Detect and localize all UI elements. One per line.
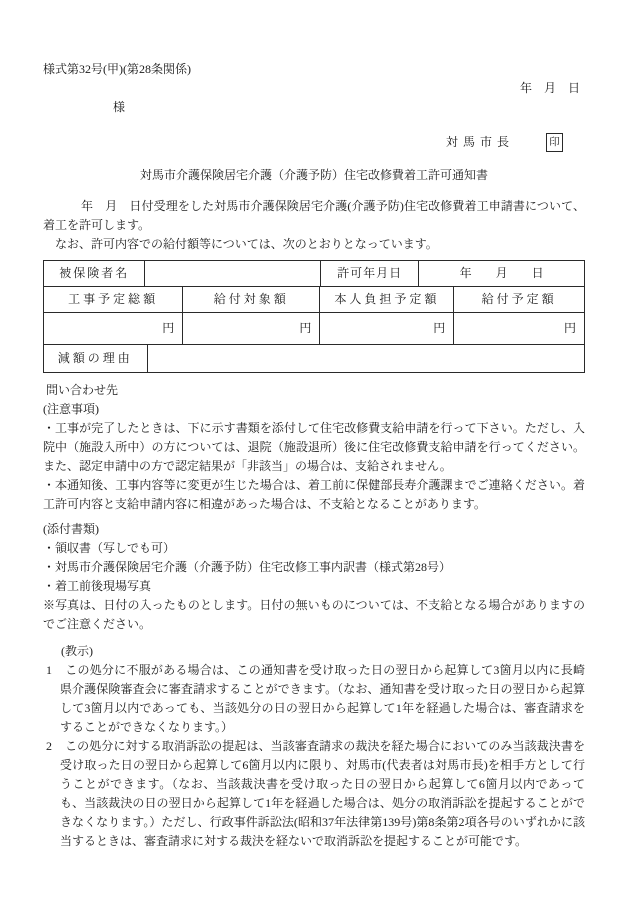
reduction-reason-label: 減額の理由 (57, 351, 133, 365)
table-row (44, 286, 584, 312)
header-self-pay-amount: 本人負担予定額 (319, 287, 453, 312)
instruction-item (43, 661, 585, 737)
header-benefit-target-amount: 給付対象額 (182, 287, 319, 312)
instruction-item (43, 737, 585, 851)
issue-date: 年 月 日 (519, 81, 580, 95)
benefit-table (43, 260, 585, 373)
caution-item: ・本通知後、工事内容等に変更が生じた場合は、着工前に保健部長寿介護課までご連絡ください。着工許可内容と支給申請内容に相違があった場合は、不支給となることがあります。 (43, 478, 585, 511)
attachments-heading: (添付書類) (43, 522, 99, 536)
seal-stamp: 印 (546, 133, 563, 152)
instruction-text: この処分に不服がある場合は、この通知書を受け取った日の翌日から起算して3箇月以内に長崎県介護保険審査会に審査請求することができます。（なお、通知書を受け取った日の翌日から起算して3箇月以内であっても、当該処分の日の翌日から起算して1年を経過した場合は、審査請求をすることができなくなります。） (60, 663, 585, 734)
permit-date-label: 許可年月日 (320, 261, 418, 286)
attachment-item: ・領収書（写しでも可） (43, 541, 176, 555)
instruction-number: 2 (46, 739, 52, 753)
body-note: なお、許可内容での給付額等については、次のとおりとなっています。 (55, 237, 438, 251)
attachments-section (43, 520, 585, 634)
table-row (44, 261, 584, 286)
issuer-title: 対 馬 市 長 (445, 135, 510, 149)
reduction-reason-value (147, 345, 584, 372)
caution-item: ・工事が完了したときは、下に示す書類を添付して住宅改修費支給申請を行って下さい。ただし、入院中（施設入所中）の方については、退院（施設退所）後に住宅改修費支給申請を行ってください。また、認定申請中の方で認定結果が「非該当」の場合は、支給されません。 (43, 421, 585, 473)
table-row (44, 344, 584, 372)
attachment-item: ・着工前後現場写真 (43, 579, 152, 593)
instructions-heading: (教示) (61, 644, 93, 658)
instructions-section (43, 642, 585, 851)
amount-cell-yen: 円 (319, 313, 453, 344)
body-paragraph: 年 月 日付受理をした対馬市介護保険居宅介護(介護予防)住宅改修費着工申請書について、着工を許可します。 (43, 199, 585, 232)
cautions-section (43, 400, 585, 514)
contact-label: 問い合わせ先 (46, 383, 119, 397)
insured-name-label: 被保険者名 (59, 266, 130, 280)
addressee-honorific: 様 (113, 100, 126, 114)
permit-date-value: 年 月 日 (418, 261, 584, 286)
instruction-number: 1 (46, 663, 52, 677)
instruction-text: この処分に対する取消訴訟の提起は、当該審査請求の裁決を経た場合においてのみ当該裁決書を受け取った日の翌日から起算して6箇月以内に限り、対馬市(代表者は対馬市長)を相手方として行うことができます。（なお、当該裁決書を受け取った日の翌日から起算して6箇月以内であっても、当該裁決の日の翌日から起算して1年を経過した場合は、処分の取消訴訟を提起することができなくなります。）ただし、行政事件訴訟法(昭和37年法律第139号)第8条第2項各号のいずれかに該当するときは、審査請求に対する裁決を経ないで取消訴訟を提起することが可能です。 (60, 739, 585, 848)
attachments-note: ※写真は、日付の入ったものとします。日付の無いものについては、不支給となる場合がありますのでご注意ください。 (43, 598, 585, 631)
table-row (44, 312, 584, 344)
cautions-heading: (注意事項) (43, 402, 99, 416)
amount-cell-yen: 円 (182, 313, 319, 344)
header-planned-total-cost: 工事予定総額 (68, 292, 159, 306)
attachment-item: ・対馬市介護保険居宅介護（介護予防）住宅改修工事内訳書（様式第28号） (43, 560, 452, 574)
header-planned-benefit-amount: 給付予定額 (453, 287, 584, 312)
amount-cell-yen: 円 (453, 313, 584, 344)
document-title: 対馬市介護保険居宅介護（介護予防）住宅改修費着工許可通知書 (139, 168, 488, 182)
form-number: 様式第32号(甲)(第28条関係) (43, 62, 191, 76)
amount-cell-yen: 円 (162, 321, 175, 335)
issuer-line (43, 133, 563, 152)
insured-name-value (144, 261, 320, 286)
